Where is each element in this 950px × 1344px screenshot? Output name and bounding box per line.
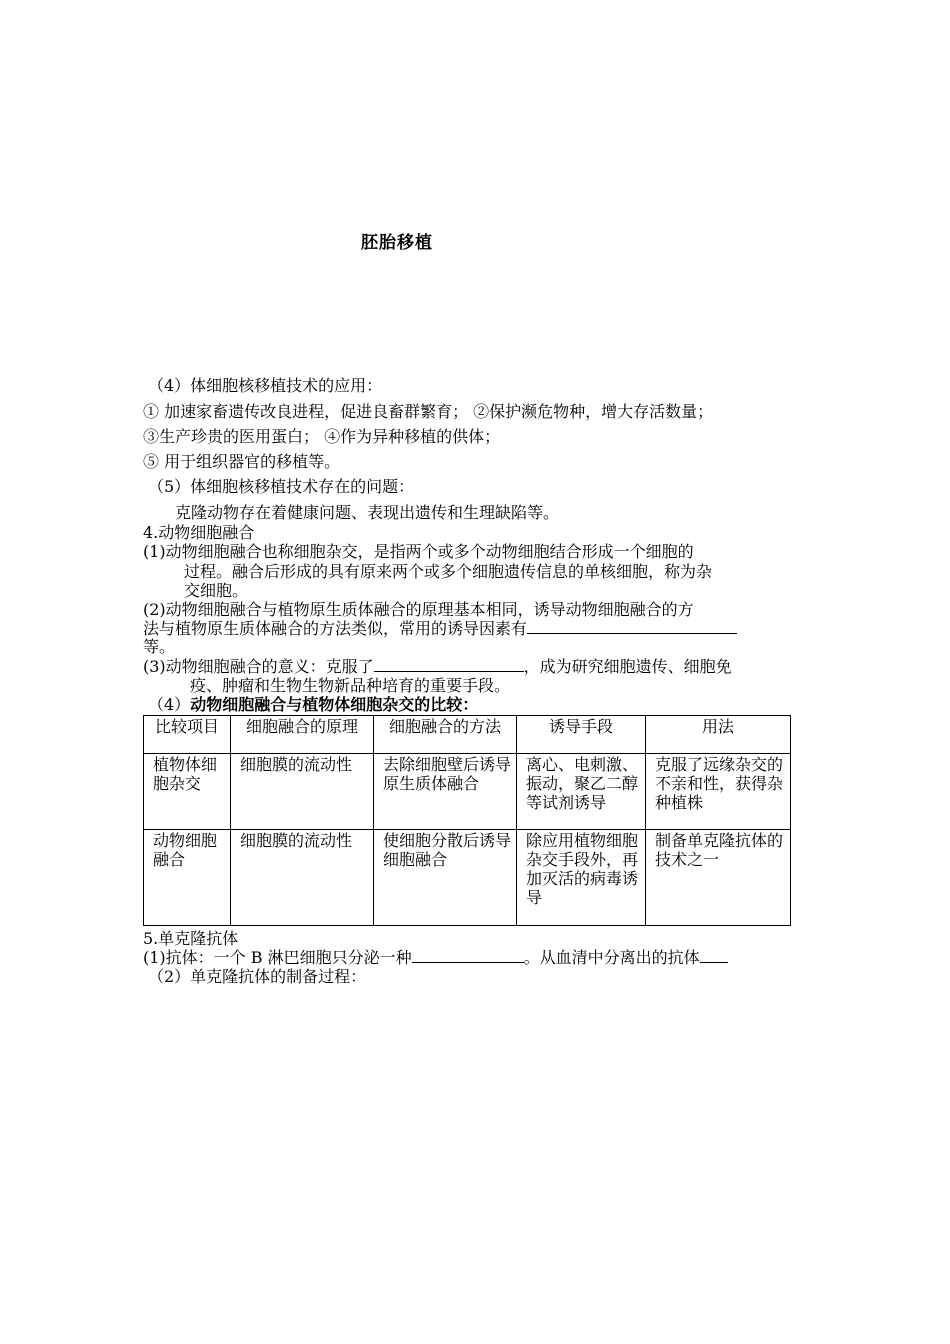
text-segment: 。从血清中分离出的抗体 (523, 948, 700, 967)
table-cell: 去除细胞壁后诱导原生质体融合 (374, 754, 517, 830)
text-line: (2)动物细胞融合与植物原生质体融合的原理基本相同，诱导动物细胞融合的方 (143, 600, 694, 619)
fill-blank[interactable] (412, 948, 524, 963)
table-header-cell: 比较项目 (144, 716, 231, 754)
text-line (148, 695, 478, 715)
section-heading: 4.动物细胞融合 (143, 523, 255, 542)
text-line (143, 657, 732, 677)
text-line: ③生产珍贵的医用蛋白； ④作为异种移植的供体； (143, 427, 501, 446)
text-line: 过程。融合后形成的具有原来两个或多个细胞遗传信息的单核细胞，称为杂 (184, 562, 713, 581)
text-segment: 法与植物原生质体融合的方法类似，常用的诱导因素有 (143, 619, 528, 638)
table-caption: 动物细胞融合与植物体细胞杂交的比较： (190, 695, 479, 714)
page-title: 胚胎移植 (361, 233, 433, 253)
fill-blank[interactable] (374, 657, 524, 672)
table-header-row (144, 716, 791, 754)
text-line (143, 619, 737, 639)
text-line: ⑤ 用于组织器官的移植等。 (143, 452, 341, 471)
table-row (144, 754, 791, 830)
table-cell: 使细胞分散后诱导细胞融合 (374, 830, 517, 926)
table-cell: 克服了远缘杂交的不亲和性，获得杂种植株 (646, 754, 791, 830)
fill-blank[interactable] (700, 948, 728, 963)
table-cell: 细胞膜的流动性 (231, 754, 374, 830)
text-line: 等。 (143, 637, 176, 656)
text-segment: (3)动物细胞融合的意义：克服了 (143, 657, 374, 676)
comparison-table (143, 715, 791, 926)
table-cell: 植物体细胞杂交 (144, 754, 231, 830)
text-line: ① 加速家畜遗传改良进程，促进良畜群繁育； ②保护濒危物种，增大存活数量； (143, 402, 714, 421)
table-header-cell: 用法 (646, 716, 791, 754)
table-cell: 动物细胞融合 (144, 830, 231, 926)
table-header-cell: 细胞融合的原理 (231, 716, 374, 754)
fill-blank[interactable] (527, 619, 737, 634)
table-cell: 除应用植物细胞杂交手段外，再加灭活的病毒诱导 (517, 830, 646, 926)
table-cell: 离心、电刺激、振动，聚乙二醇等试剂诱导 (517, 754, 646, 830)
table-header-cell: 细胞融合的方法 (374, 716, 517, 754)
text-line: 交细胞。 (184, 581, 249, 600)
table-row (144, 830, 791, 926)
table-header-cell: 诱导手段 (517, 716, 646, 754)
text-segment: （4） (148, 695, 191, 714)
text-line: （2）单克隆抗体的制备过程： (148, 967, 367, 986)
text-line: (1)动物细胞融合也称细胞杂交，是指两个或多个动物细胞结合形成一个细胞的 (143, 542, 694, 561)
text-line: （5）体细胞核移植技术存在的问题： (148, 477, 415, 496)
text-segment: ，成为研究细胞遗传、细胞免 (523, 657, 732, 676)
text-line (143, 948, 728, 968)
text-line: 疫、肿瘤和生物生物新品种培育的重要手段。 (190, 676, 511, 695)
text-line: （4）体细胞核移植技术的应用： (148, 376, 383, 395)
text-segment: (1)抗体：一个 B 淋巴细胞只分泌一种 (143, 948, 412, 967)
table-cell: 制备单克隆抗体的技术之一 (646, 830, 791, 926)
text-line: 克隆动物存在着健康问题、表现出遗传和生理缺陷等。 (175, 503, 560, 522)
table-cell: 细胞膜的流动性 (231, 830, 374, 926)
section-heading: 5.单克隆抗体 (143, 929, 239, 948)
